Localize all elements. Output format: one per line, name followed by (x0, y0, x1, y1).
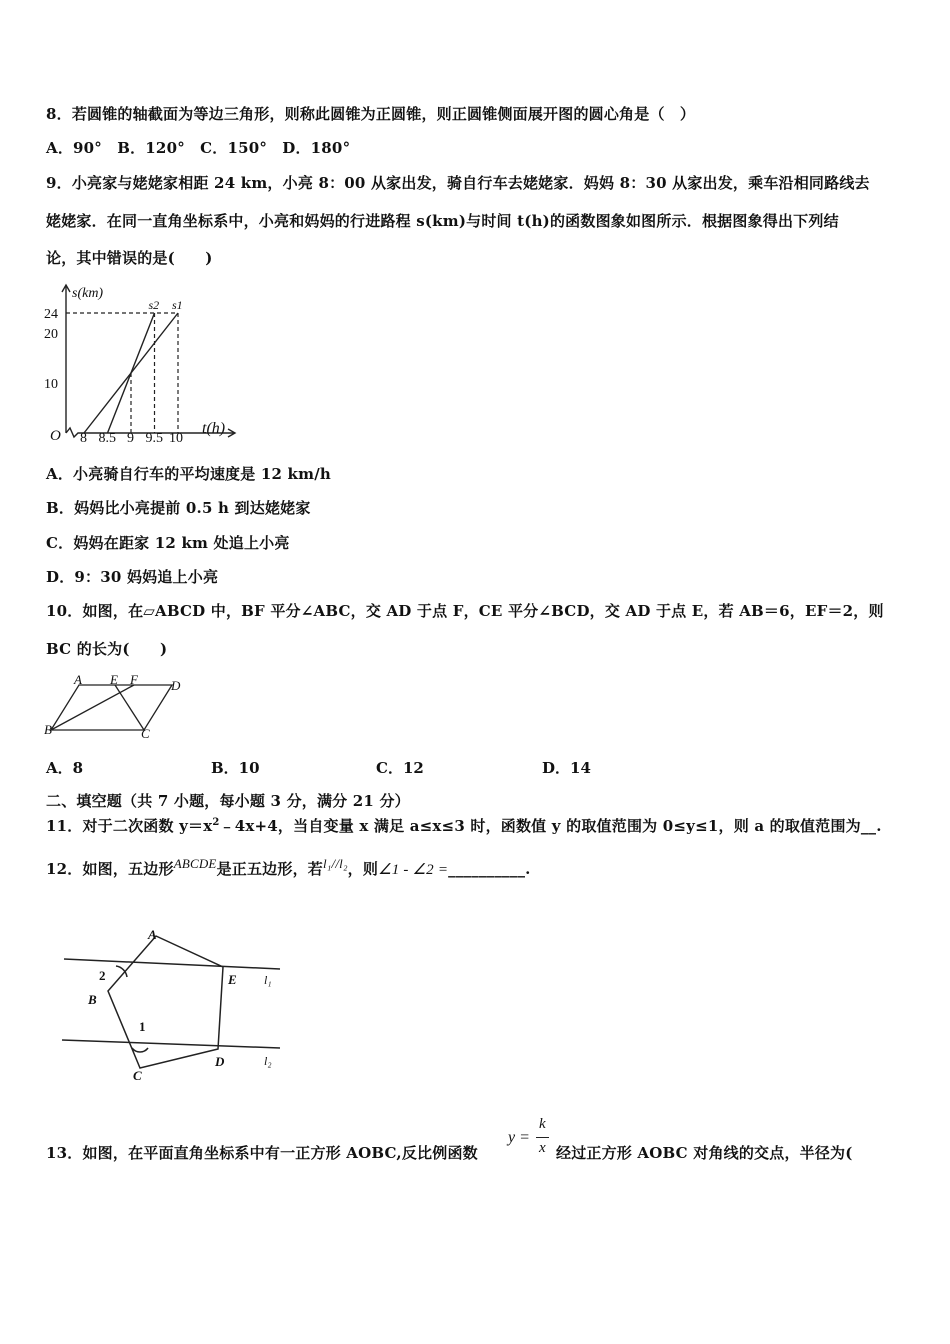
pentagon-abcde (108, 936, 223, 1068)
x-tick-label-4: 10 (169, 431, 183, 444)
q12-part1: 12．如图，五边形 (46, 860, 174, 878)
label-c: C (141, 726, 150, 741)
q13-math-y: y = (508, 1129, 530, 1146)
line-l2 (62, 1040, 280, 1048)
q10-stem-line2: BC 的长为( ) (46, 640, 168, 658)
q12-math-parallel: l₁//l₂ (322, 856, 348, 871)
angle-1-arc (132, 1048, 148, 1052)
q12-math-abcde: ABCDE (173, 856, 217, 871)
y-axis-label: s(km) (72, 286, 104, 301)
q12-pentagon-figure (58, 922, 288, 1082)
label-b: B (44, 722, 52, 737)
label-c: C (133, 1068, 142, 1082)
q9-stem-line1: 9．小亮家与姥姥家相距 24 km，小亮 8：00 从家出发，骑自行车去姥姥家．妈妈 8：30 从家出发，乘车沿相同路线去 (46, 174, 870, 192)
line-l1 (64, 959, 280, 969)
segment-ce (115, 685, 144, 730)
q12-stem (46, 858, 531, 879)
x-tick-label-1: 8.5 (98, 431, 116, 444)
q12-math-angle: ∠1 - ∠2 = (378, 862, 449, 878)
q13-fraction-bar (536, 1137, 549, 1138)
y-tick-label-1: 20 (44, 327, 58, 342)
q11-part2: ﹣4x+4，当自变量 x 满足 a≤x≤3 时，函数值 y 的取值范围为 0≤y≤1，则 a 的取值范围为__. (219, 817, 882, 835)
label-e: E (228, 972, 237, 987)
q10-option-d: D．14 (542, 759, 591, 777)
label-e: E (110, 672, 118, 687)
q10-stem-line1: 10．如图，在▱ABCD 中，BF 平分∠ABC，交 AD 于点 F，CE 平分∠BCD，交 AD 于点 E，若 AB＝6，EF＝2，则 (46, 602, 884, 620)
label-angle-1: 1 (139, 1019, 146, 1034)
label-d: D (215, 1054, 225, 1069)
q12-blank: __________. (448, 860, 531, 878)
label-a: A (148, 927, 157, 942)
q9-stem-line2: 姥姥家．在同一直角坐标系中，小亮和妈妈的行进路程 s(km)与时间 t(h)的函数图象如图所示．根据图象得出下列结 (46, 212, 839, 230)
q8-options: A．90° B．120° C．150° D．180° (46, 139, 351, 157)
q11-exponent: 2 (212, 817, 220, 828)
x-tick-label-3: 9.5 (145, 431, 163, 444)
q9-option-d: D．9：30 妈妈追上小亮 (46, 568, 219, 586)
q13-math-denominator: x (539, 1140, 546, 1156)
label-l2: l₂ (264, 1054, 272, 1068)
q8-stem: 8．若圆锥的轴截面为等边三角形，则称此圆锥为正圆锥，则正圆锥侧面展开图的圆心角是（ ） (46, 105, 696, 123)
label-b: B (88, 992, 97, 1007)
y-tick-label-0: 10 (44, 377, 58, 392)
segment-bf (51, 685, 134, 730)
q11-stem (46, 815, 882, 836)
q12-part3: ，则 (347, 860, 379, 878)
label-d: D (171, 678, 181, 693)
x-tick-label-2: 9 (127, 431, 134, 444)
q9-distance-time-chart (44, 282, 244, 444)
parallelogram-abcd (51, 685, 172, 730)
label-f: F (130, 672, 138, 687)
x-axis-label: t(h) (202, 420, 226, 437)
q10-option-c: C．12 (376, 759, 424, 777)
section-2-title: 二、填空题（共 7 小题，每小题 3 分，满分 21 分） (46, 792, 410, 810)
series-label-s1: s1 (172, 298, 183, 312)
q13-fraction (508, 1116, 554, 1166)
q9-option-a: A．小亮骑自行车的平均速度是 12 km/h (46, 465, 332, 483)
q13-math-numerator: k (539, 1116, 546, 1132)
q13-stem-part1: 13．如图，在平面直角坐标系中有一正方形 AOBC,反比例函数 (46, 1144, 478, 1162)
y-tick-label-2: 24 (44, 307, 58, 322)
origin-label: O (50, 428, 61, 444)
x-tick-label-0: 8 (80, 431, 87, 444)
label-l1: l₁ (264, 973, 272, 987)
label-angle-2: 2 (99, 968, 106, 983)
q10-parallelogram-figure (44, 672, 194, 742)
series-label-s2: s2 (148, 298, 160, 312)
label-a: A (74, 672, 82, 687)
q11-part1: 11．对于二次函数 y＝x (46, 817, 213, 835)
q10-option-a: A．8 (46, 759, 84, 777)
q9-option-b: B．妈妈比小亮提前 0.5 h 到达姥姥家 (46, 499, 311, 517)
q9-stem-line3: 论，其中错误的是( ) (46, 249, 213, 267)
q13-stem-part2: 经过正方形 AOBC 对角线的交点，半径为( (556, 1144, 853, 1162)
q10-option-b: B．10 (211, 759, 260, 777)
q9-option-c: C．妈妈在距家 12 km 处追上小亮 (46, 534, 290, 552)
q12-part2: 是正五边形，若 (216, 860, 323, 878)
